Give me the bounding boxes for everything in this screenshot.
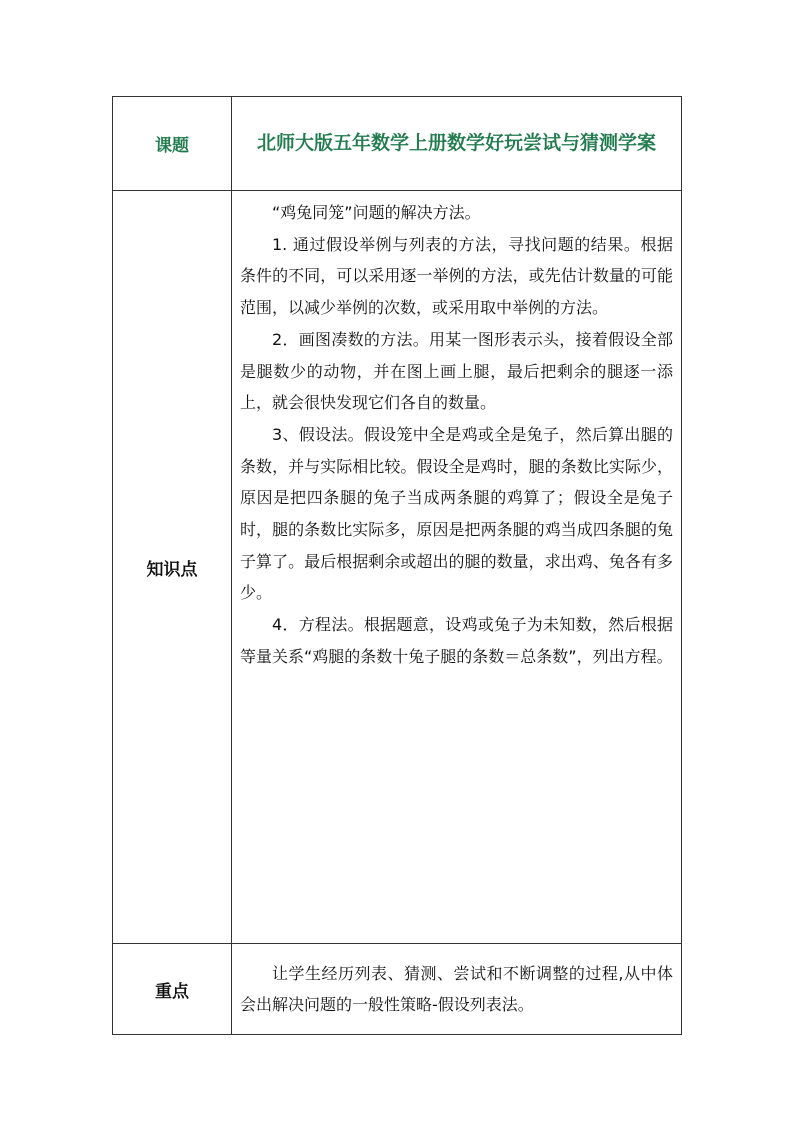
knowledge-content [232, 191, 682, 944]
knowledge-row [113, 191, 682, 944]
title-row [113, 97, 682, 191]
lesson-title: 北师大版五年数学上册数学好玩尝试与猜测学案 [232, 97, 682, 191]
focus-label: 重点 [113, 944, 232, 1035]
knowledge-label: 知识点 [113, 191, 232, 944]
focus-row [113, 944, 682, 1035]
knowledge-paragraph: “鸡兔同笼”问题的解决方法。 [272, 203, 481, 222]
focus-content [232, 944, 682, 1035]
knowledge-paragraph: 2．画图凑数的方法。用某一图形表示头，接着假设全部是腿数少的动物，并在图上画上腿，最后把剩余的腿逐一添上，就会很快发现它们各自的数量。 [240, 329, 673, 413]
title-label: 课题 [113, 97, 232, 191]
knowledge-paragraph: 1. 通过假设举例与列表的方法，寻找问题的结果。根据条件的不同，可以采用逐一举例的方法，或先估计数量的可能范围，以减少举例的次数，或采用取中举例的方法。 [240, 234, 673, 318]
focus-text: 让学生经历列表、猜测、尝试和不断调整的过程,从中体会出解决问题的一般性策略-假设列表法。 [240, 964, 673, 1014]
knowledge-paragraph: 3、假设法。假设笼中全是鸡或全是兔子，然后算出腿的条数，并与实际相比较。假设全是鸡时，腿的条数比实际少，原因是把四条腿的兔子当成两条腿的鸡算了；假设全是兔子时，腿的条数比实际多，原因是把两条腿的鸡当成四条腿的兔子算了。最后根据剩余或超出的腿的数量，求出鸡、兔各有多少。 [240, 424, 673, 603]
knowledge-paragraph: 4．方程法。根据题意，设鸡或兔子为未知数，然后根据等量关系“鸡腿的条数十兔子腿的条数＝总条数”，列出方程。 [240, 615, 673, 666]
lesson-plan-table [112, 96, 682, 1035]
